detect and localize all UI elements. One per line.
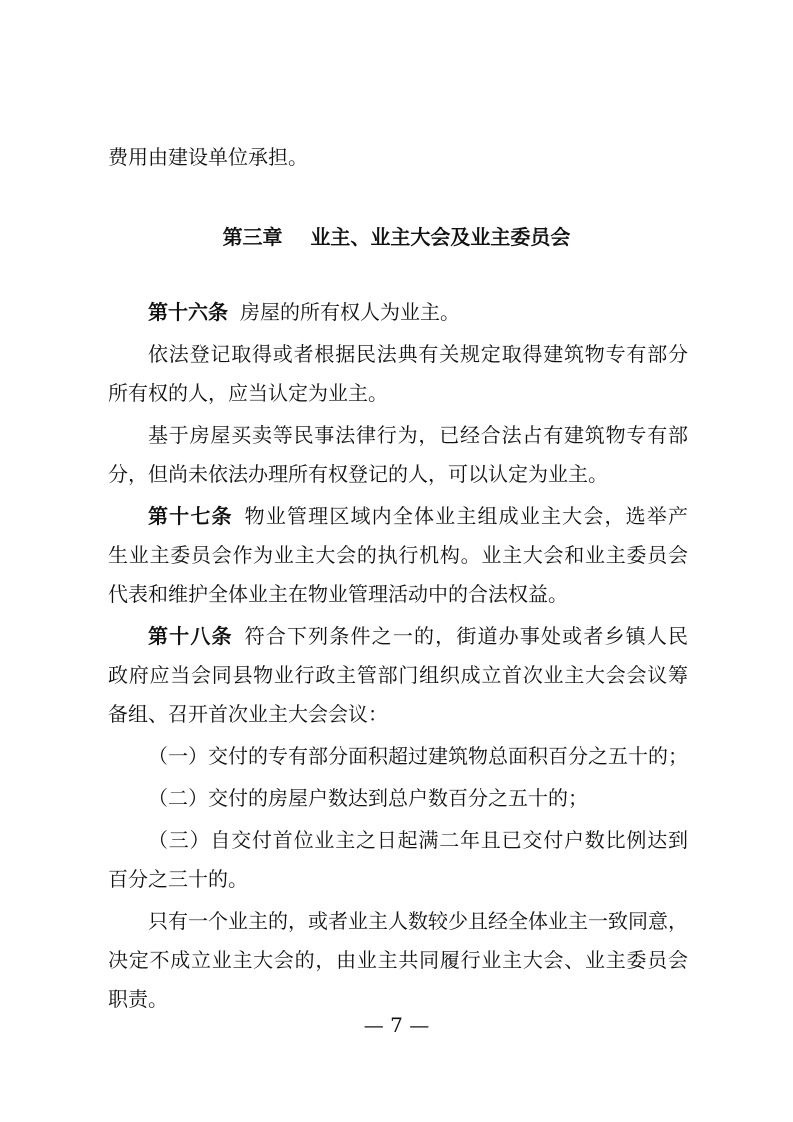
text-line: 分，但尚未依法办理所有权登记的人，可以认定为业主。: [108, 462, 608, 486]
text-line: 职责。: [108, 987, 168, 1011]
text-line: 生业主委员会作为业主大会的执行机构。业主大会和业主委员会: [108, 543, 688, 567]
page-number: — 7 —: [363, 1013, 430, 1037]
text-line: 费用由建设单位承担。: [108, 145, 308, 169]
list-item: （一）交付的专有部分面积超过建筑物总面积百分之五十的；: [148, 744, 688, 768]
text-line: 百分之三十的。: [108, 867, 248, 891]
article-number: 第十八条: [148, 624, 233, 648]
text-line: 依法登记取得或者根据民法典有关规定取得建筑物专有部分: [148, 342, 688, 366]
article-text: 物业管理区域内全体业主组成业主大会，选举产: [244, 504, 689, 528]
article-text: 房屋的所有权人为业主。: [240, 300, 460, 324]
article-number: 第十六条: [148, 300, 228, 324]
chapter-heading: 第三章 业主、业主大会及业主委员会: [222, 225, 571, 249]
text-line: 政府应当会同县物业行政主管部门组织成立首次业主大会会议筹: [108, 663, 688, 687]
article-number: 第十七条: [148, 504, 233, 528]
list-item: （三）自交付首位业主之日起满二年且已交付户数比例达到: [148, 828, 688, 852]
article-17: [148, 504, 688, 528]
article-text: 符合下列条件之一的，街道办事处或者乡镇人民: [244, 624, 689, 648]
text-line: 基于房屋买卖等民事法律行为，已经合法占有建筑物专有部: [148, 423, 688, 447]
text-line: 决定不成立业主大会的，由业主共同履行业主大会、业主委员会: [108, 948, 688, 972]
article-18: [148, 624, 688, 648]
text-line: 代表和维护全体业主在物业管理活动中的合法权益。: [108, 582, 568, 606]
text-line: 所有权的人，应当认定为业主。: [108, 381, 388, 405]
article-16: [148, 300, 688, 324]
text-line: 只有一个业主的，或者业主人数较少且经全体业主一致同意，: [148, 909, 688, 933]
list-item: （二）交付的房屋户数达到总户数百分之五十的；: [148, 786, 588, 810]
text-line: 备组、召开首次业主大会会议：: [108, 702, 388, 726]
